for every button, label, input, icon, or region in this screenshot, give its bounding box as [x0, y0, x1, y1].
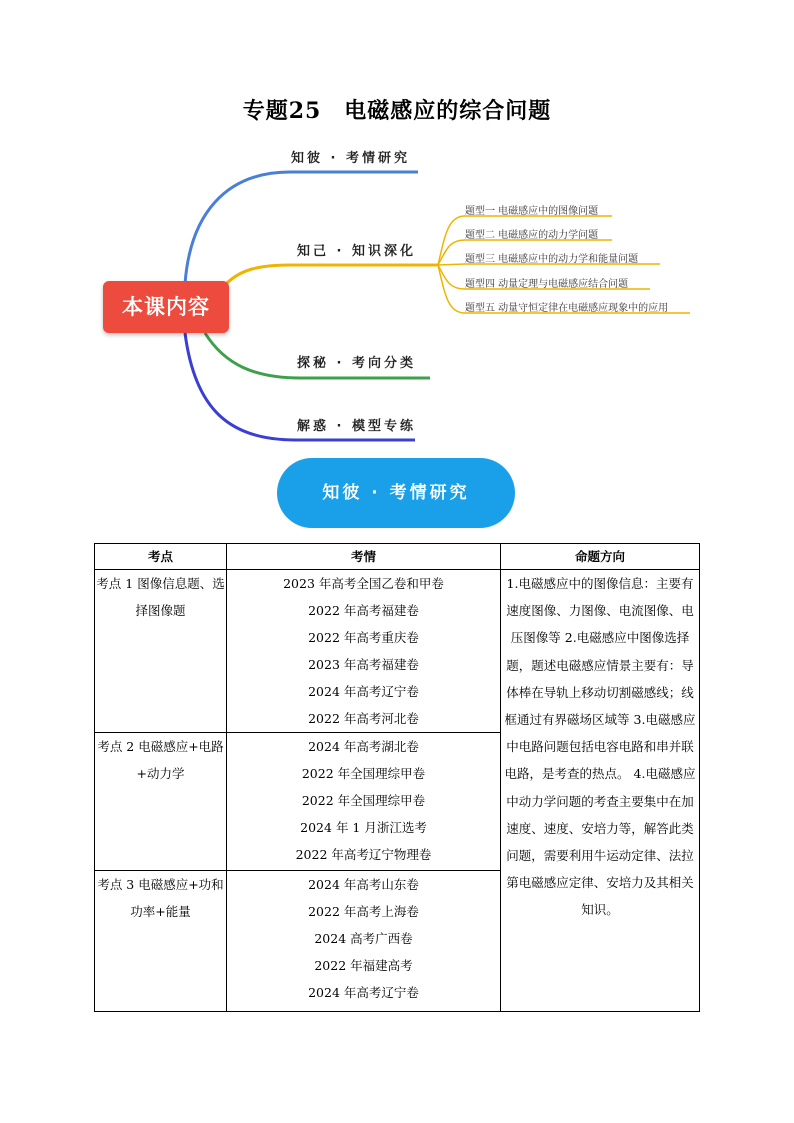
- source-item: 2024 年高考山东卷: [308, 877, 419, 892]
- branch-1-connector: [185, 172, 418, 284]
- table-header-row: [95, 544, 700, 570]
- branch-label-3: 探秘 · 考向分类: [297, 356, 416, 371]
- branch-label-1: 知彼 · 考情研究: [291, 151, 410, 166]
- source-item: 2022 年全国理综甲卷: [301, 766, 426, 781]
- branch-2-connector: [226, 265, 438, 284]
- source-item: 2023 年高考福建卷: [308, 657, 419, 672]
- sub-item-3: 题型三 电磁感应中的动力学和能量问题: [465, 254, 639, 265]
- point-cell: 考点 1 图像信息题、选择图像题: [95, 570, 227, 733]
- source-item: 2022 年福建高考: [314, 958, 413, 973]
- header-point: 考点: [95, 544, 227, 570]
- source-item: 2024 年高考辽宁卷: [308, 985, 419, 1000]
- source-item: 2023 年高考全国乙卷和甲卷: [283, 576, 444, 591]
- source-item: 2024 高考广西卷: [314, 931, 413, 946]
- sub-item-5: 题型五 动量守恒定律在电磁感应现象中的应用: [465, 303, 669, 314]
- point-cell: 考点 3 电磁感应+功和功率+能量: [95, 871, 227, 1012]
- point-cell: 考点 2 电磁感应+电路+动力学: [95, 733, 227, 871]
- center-node: 本课内容: [103, 281, 229, 333]
- branch-label-4: 解惑 · 模型专练: [297, 419, 416, 434]
- page-title: 专题25 电磁感应的综合问题: [242, 98, 552, 124]
- source-item: 2024 年 1 月浙江选考: [300, 820, 427, 835]
- sub-item-4: 题型四 动量定理与电磁感应结合问题: [465, 279, 629, 290]
- source-item: 2022 年全国理综甲卷: [301, 793, 426, 808]
- source-item: 2022 年高考福建卷: [308, 603, 419, 618]
- source-cell: [227, 733, 501, 871]
- header-source: 考情: [227, 544, 501, 570]
- sub-item-2: 题型二 电磁感应的动力学问题: [465, 230, 599, 241]
- table-row: [95, 570, 700, 733]
- branch-label-2: 知己 · 知识深化: [297, 244, 416, 259]
- mind-map: [0, 0, 794, 460]
- source-item: 2024 年高考湖北卷: [308, 739, 419, 754]
- source-item: 2022 年高考河北卷: [308, 711, 419, 726]
- source-item: 2024 年高考辽宁卷: [308, 684, 419, 699]
- header-direction: 命题方向: [501, 544, 700, 570]
- section-banner: 知彼 · 考情研究: [277, 458, 515, 528]
- direction-cell: 1.电磁感应中的图像信息：主要有速度图像、力图像、电流图像、电压图像等 2.电磁感应中图像选择题，题述电磁感应情景主要有：导体棒在导轨上移动切割磁感线；线框通过有界磁场区域等 3.电磁感应中电路问题包括电容电路和串并联电路，是考查的热点。 4.电磁感应中动力学问题的考查主要集中在加速度、速度、安培力等，解答此类问题，需要利用牛运动定律、法拉第电磁感应定律、安培力及其相关知识。: [501, 570, 700, 1012]
- source-cell: [227, 871, 501, 1012]
- source-item: 2022 年高考辽宁物理卷: [295, 847, 432, 862]
- sub-item-1: 题型一 电磁感应中的图像问题: [465, 206, 599, 217]
- exam-analysis-table: [94, 543, 700, 1012]
- source-item: 2022 年高考上海卷: [308, 904, 419, 919]
- source-item: 2022 年高考重庆卷: [308, 630, 419, 645]
- mind-map-connectors: [0, 0, 794, 460]
- source-cell: [227, 570, 501, 733]
